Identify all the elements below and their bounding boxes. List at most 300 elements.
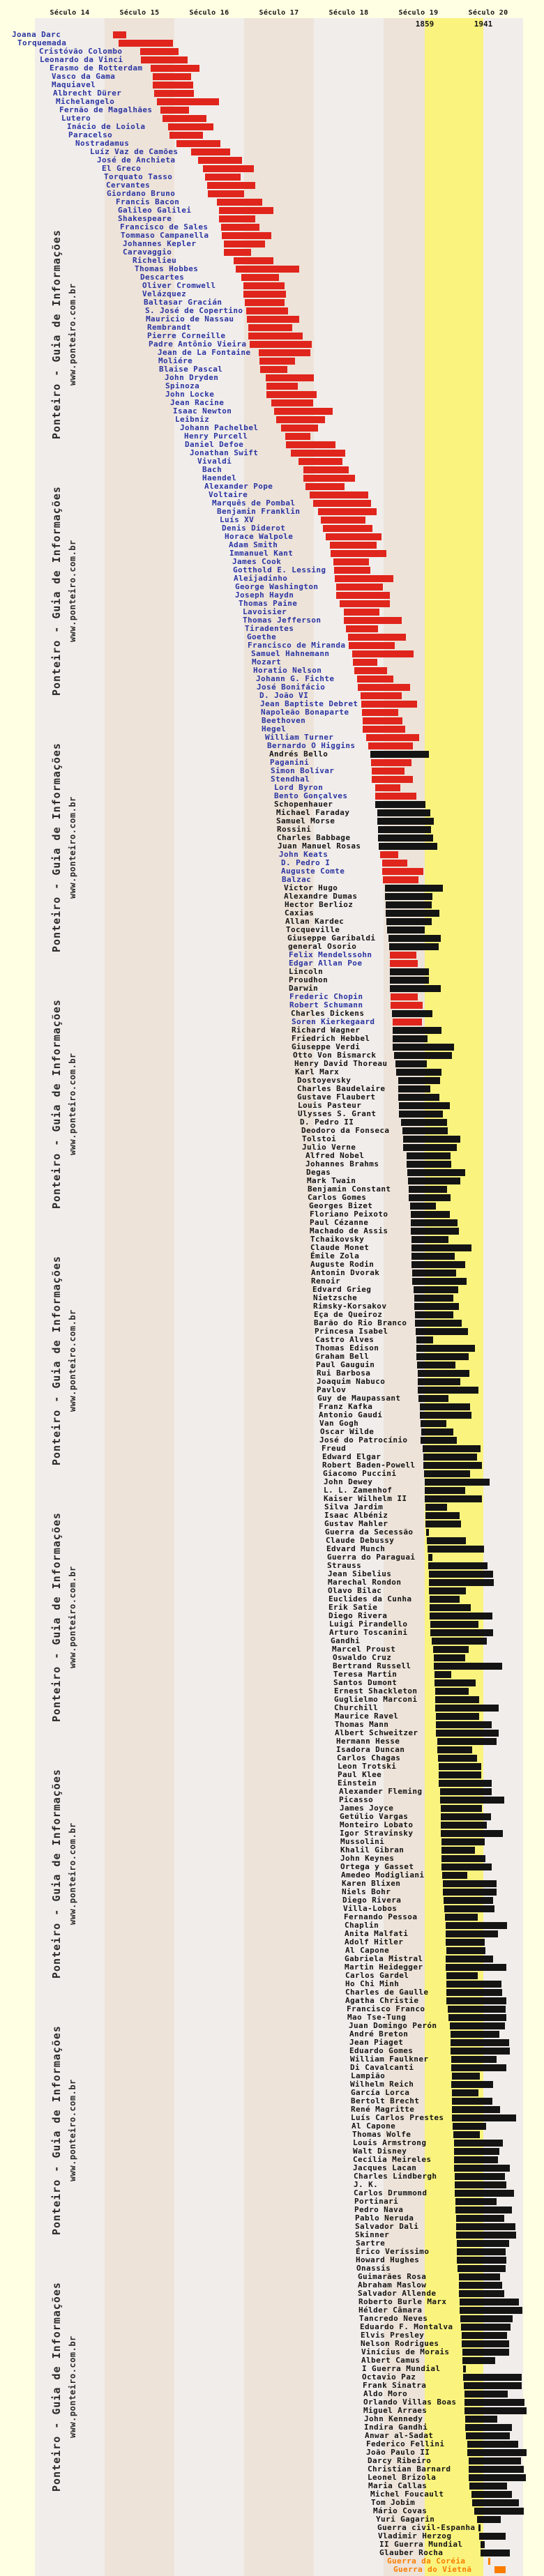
person-name: Paracelso	[68, 130, 113, 139]
lifespan-bar	[454, 2156, 498, 2163]
person-name: Khalil Gibran	[340, 1845, 405, 1854]
lifespan-bar	[441, 1830, 503, 1837]
lifespan-bar	[439, 1780, 492, 1787]
lifespan-bar	[259, 349, 310, 356]
person-name: Erik Satie	[328, 1603, 378, 1612]
person-name: Luíz Vaz de Camões	[90, 147, 179, 156]
person-name: Andrés Bello	[269, 749, 328, 759]
lifespan-bar	[390, 952, 416, 959]
person-name: Santos Dumont	[333, 1678, 398, 1687]
person-name: Louis Armstrong	[353, 2138, 427, 2147]
person-name: Descartes	[140, 273, 185, 282]
person-name: Leon Trotski	[338, 1762, 397, 1771]
lifespan-bar	[469, 2483, 507, 2490]
lifespan-bar	[446, 1981, 501, 1988]
person-name: Guerra civil-Espanha	[377, 2523, 476, 2532]
person-name: Émile Zola	[310, 1251, 360, 1260]
lifespan-bar	[208, 190, 244, 197]
person-name: Nietzsche	[313, 1293, 358, 1302]
person-name: Giacomo Puccini	[323, 1469, 397, 1478]
person-name: Baltasar Gracián	[144, 298, 222, 307]
lifespan-bar	[451, 2039, 509, 2046]
person-name: Rossini	[277, 825, 312, 834]
person-name: Al Capone	[352, 2121, 396, 2131]
person-name: Darcy Ribeiro	[368, 2456, 432, 2465]
person-name: Henry David Thoreau	[294, 1059, 388, 1068]
lifespan-bar	[266, 391, 317, 398]
lifespan-bar	[423, 1445, 481, 1452]
lifespan-bar	[305, 483, 345, 490]
lifespan-bar	[456, 2232, 516, 2239]
lifespan-bar	[456, 2223, 515, 2230]
person-name: Hector Berlioz	[285, 900, 354, 909]
lifespan-bar	[386, 901, 432, 908]
person-name: Silva Jardim	[324, 1502, 384, 1511]
person-name: Isaac Albéniz	[324, 1511, 388, 1520]
watermark-url: www.ponteiro.com.br	[68, 1053, 77, 1156]
person-name: Mauricio de Nassau	[146, 314, 234, 323]
person-name: Paganini	[270, 758, 310, 767]
person-name: Maquiavel	[52, 80, 96, 89]
person-name: S. José de Copertino	[145, 306, 243, 315]
lifespan-bar	[398, 1094, 439, 1101]
person-name: Michel Foucault	[370, 2490, 444, 2499]
person-name: Julio Verne	[302, 1143, 356, 1152]
lifespan-bar	[412, 1278, 467, 1285]
lifespan-bar	[428, 1562, 488, 1569]
person-name: Ulysses S. Grant	[298, 1109, 377, 1118]
person-name: Anwar al-Sadat	[365, 2431, 434, 2440]
lifespan-bar	[481, 2541, 485, 2548]
lifespan-bar	[414, 1295, 453, 1302]
lifespan-bar	[313, 500, 371, 507]
person-name: Machado de Assis	[310, 1226, 388, 1235]
lifespan-bar	[168, 123, 213, 130]
watermark-title: Ponteiro - Guia de Informações	[50, 2282, 63, 2492]
lifespan-bar	[357, 676, 393, 683]
lifespan-bar	[436, 1730, 499, 1737]
lifespan-bar	[425, 1495, 482, 1502]
lifespan-bar	[418, 1378, 460, 1385]
lifespan-bar	[321, 517, 365, 524]
person-name: Guerra do Paraguai	[327, 1553, 416, 1562]
person-name: Portinari	[354, 2197, 399, 2206]
person-name: Frederic Chopin	[289, 992, 363, 1001]
person-name: William Faulkner	[350, 2055, 429, 2064]
lifespan-bar	[435, 1671, 451, 1678]
lifespan-bar	[222, 232, 271, 239]
person-name: James Cook	[232, 557, 282, 566]
lifespan-bar	[464, 2399, 524, 2406]
person-name: Walt Disney	[353, 2147, 407, 2156]
lifespan-bar	[248, 333, 303, 340]
person-name: Hegel	[262, 724, 287, 733]
lifespan-bar	[113, 31, 126, 38]
person-name: Guglielmo Marconi	[334, 1695, 418, 1704]
person-name: Guerra da Secessão	[325, 1527, 414, 1537]
lifespan-bar	[455, 2173, 505, 2180]
person-name: Maurice Ravel	[335, 1712, 399, 1721]
person-name: Joaquim Nabuco	[317, 1377, 386, 1386]
person-name: Edvard Grieg	[312, 1285, 372, 1294]
lifespan-bar	[430, 1604, 471, 1611]
lifespan-bar	[421, 1437, 457, 1444]
lifespan-bar	[390, 960, 418, 967]
lifespan-bar	[153, 82, 193, 89]
person-name: Torquemada	[17, 38, 67, 47]
person-name: Mário Covas	[373, 2506, 428, 2515]
lifespan-bar	[435, 1705, 499, 1712]
person-name: Yuri Gagarin	[376, 2515, 435, 2524]
person-name: Einstein	[338, 1778, 377, 1788]
lifespan-bar	[425, 1521, 461, 1527]
lifespan-bar	[453, 2131, 480, 2138]
lifespan-bar	[425, 1479, 490, 1486]
lifespan-bar	[260, 366, 287, 373]
lifespan-bar	[370, 751, 429, 758]
lifespan-bar	[224, 241, 265, 247]
person-name: Pierre Corneille	[147, 331, 226, 340]
lifespan-bar	[243, 282, 285, 289]
lifespan-bar	[441, 1847, 475, 1854]
person-name: Tommaso Campanella	[121, 231, 209, 240]
person-name: Niels Bohr	[342, 1887, 391, 1896]
lifespan-bar	[460, 2315, 513, 2322]
lifespan-bar	[377, 809, 430, 816]
lifespan-bar	[463, 2365, 466, 2372]
lifespan-bar	[446, 1956, 493, 1963]
person-name: Erasmo de Rotterdam	[50, 63, 143, 73]
person-name: Jacques Lacan	[353, 2163, 417, 2172]
lifespan-bar	[402, 1127, 448, 1134]
person-name: Mussolini	[340, 1837, 385, 1846]
lifespan-bar	[441, 1822, 487, 1829]
lifespan-bar	[408, 1178, 460, 1184]
person-name: Leibniz	[175, 415, 210, 424]
lifespan-bar	[411, 1211, 450, 1218]
lifespan-bar	[441, 1855, 485, 1862]
lifespan-bar	[245, 299, 285, 306]
person-name: Robert Baden-Powell	[322, 1461, 416, 1470]
person-name: Daniel Defoe	[185, 440, 244, 449]
person-name: Bertolt Brecht	[351, 2096, 420, 2105]
century-label: Século 19	[398, 9, 439, 17]
lifespan-bar	[414, 1286, 458, 1293]
person-name: José Bonifácio	[257, 683, 326, 692]
person-name: Immanuel Kant	[229, 549, 294, 558]
person-name: Charles Babbage	[277, 833, 351, 842]
lifespan-bar	[454, 2140, 503, 2147]
person-name: Samuel Hahnemann	[251, 649, 330, 658]
person-name: Soren Kierkegaard	[292, 1017, 375, 1026]
lifespan-bar	[441, 1838, 485, 1845]
person-name: Chaplin	[345, 1921, 379, 1930]
lifespan-bar	[456, 2215, 504, 2222]
person-name: Joana Darc	[12, 30, 61, 39]
lifespan-bar	[452, 2073, 480, 2080]
person-name: Jean Baptiste Debret	[260, 699, 358, 708]
lifespan-bar	[236, 266, 299, 273]
person-name: Spinoza	[165, 381, 200, 390]
lifespan-bar	[299, 458, 342, 465]
person-name: Degas	[306, 1168, 331, 1177]
lifespan-bar	[416, 1336, 433, 1343]
lifespan-bar	[344, 609, 379, 616]
person-name: Guerra do Vietnã	[393, 2565, 472, 2574]
person-name: Graham Bell	[315, 1352, 370, 1361]
lifespan-bar	[378, 834, 433, 841]
lifespan-bar	[141, 56, 188, 63]
watermark-title: Ponteiro - Guia de Informações	[50, 1256, 63, 1465]
person-name: Jean de La Fontaine	[158, 348, 251, 357]
lifespan-bar	[459, 2290, 504, 2297]
lifespan-bar	[250, 341, 312, 348]
person-name: Alfred Nobel	[305, 1151, 365, 1160]
lifespan-bar	[453, 2123, 486, 2130]
lifespan-bar	[426, 1529, 429, 1536]
person-name: Caxias	[285, 908, 315, 917]
lifespan-bar	[379, 843, 437, 850]
lifespan-bar	[472, 2499, 519, 2506]
person-name: Jonathan Swift	[190, 448, 259, 457]
lifespan-bar	[326, 533, 381, 540]
lifespan-bar	[416, 1328, 468, 1335]
lifespan-bar	[363, 717, 402, 724]
person-name: Beethoven	[262, 716, 306, 725]
lifespan-bar	[221, 224, 259, 231]
lifespan-bar	[318, 508, 377, 515]
person-name: Leonardo da Vinci	[40, 55, 123, 64]
lifespan-bar	[435, 1688, 469, 1695]
person-name: Cristóvão Colombo	[39, 47, 123, 56]
watermark-title: Ponteiro - Guia de Informações	[50, 999, 63, 1209]
lifespan-bar	[434, 1663, 502, 1670]
lifespan-bar	[416, 1353, 469, 1360]
person-name: José de Anchieta	[97, 155, 176, 165]
person-name: Bach	[202, 465, 222, 474]
lifespan-bar	[388, 935, 441, 942]
person-name: Nelson Rodrigues	[361, 2339, 439, 2348]
person-name: Joseph Haydn	[235, 590, 294, 600]
watermark-url: www.ponteiro.com.br	[68, 796, 77, 899]
person-name: Diego Rivera	[342, 1896, 402, 1905]
person-name: Dostoyevsky	[297, 1076, 352, 1085]
lifespan-bar	[441, 1805, 482, 1812]
lifespan-bar	[401, 1119, 447, 1126]
lifespan-bar	[418, 1387, 478, 1394]
person-name: Bertrand Russell	[333, 1661, 411, 1670]
lifespan-bar	[386, 910, 439, 917]
lifespan-bar	[427, 1537, 466, 1544]
lifespan-bar	[443, 1880, 497, 1887]
person-name: Padre Antônio Vieira	[149, 340, 247, 349]
person-name: Deodoro da Fonseca	[301, 1126, 390, 1135]
lifespan-bar	[344, 617, 402, 624]
person-name: Rui Barbosa	[317, 1369, 371, 1378]
person-name: Cecília Meireles	[353, 2155, 432, 2164]
person-name: Rembrandt	[147, 323, 192, 332]
lifespan-bar	[418, 1370, 469, 1377]
lifespan-bar	[395, 1060, 427, 1067]
lifespan-bar	[446, 1930, 498, 1937]
lifespan-bar	[378, 826, 431, 833]
watermark-title: Ponteiro - Guia de Informações	[50, 742, 63, 952]
person-name: Paul Cézanne	[310, 1218, 369, 1227]
lifespan-bar	[436, 1713, 479, 1720]
lifespan-bar	[440, 1797, 504, 1804]
lifespan-bar	[394, 1052, 452, 1059]
person-name: Thomas Paine	[239, 599, 298, 608]
person-name: Auguste Rodin	[310, 1260, 375, 1269]
person-name: Schopenhauer	[274, 800, 333, 809]
lifespan-bar	[207, 182, 255, 189]
person-name: Isadora Duncan	[336, 1745, 405, 1754]
lifespan-bar	[455, 2198, 497, 2205]
lifespan-bar	[457, 2257, 506, 2264]
lifespan-bar	[446, 1922, 507, 1929]
person-name: Charles de Gaulle	[345, 1988, 429, 1997]
person-name: Picasso	[339, 1795, 374, 1804]
lifespan-bar	[451, 2081, 493, 2088]
lifespan-bar	[393, 1027, 441, 1034]
lifespan-bar	[403, 1136, 460, 1143]
person-name: Arturo Toscanini	[329, 1628, 408, 1637]
lifespan-bar	[386, 918, 432, 925]
person-name: Leonel Brizola	[368, 2473, 437, 2482]
person-name: Richelieu	[133, 256, 177, 265]
lifespan-bar	[399, 1102, 450, 1109]
lifespan-bar	[243, 291, 286, 298]
lifespan-bar	[205, 174, 241, 181]
lifespan-bar	[340, 600, 390, 607]
lifespan-bar	[429, 1587, 466, 1594]
century-label: Século 15	[119, 9, 160, 17]
person-name: Anita Malfati	[345, 1929, 409, 1938]
person-name: Alexander Fleming	[339, 1787, 423, 1796]
watermark-url: www.ponteiro.com.br	[68, 540, 77, 643]
person-name: Edgar Allan Poe	[289, 959, 363, 968]
person-name: Tocqueville	[286, 925, 340, 934]
person-name: Paul Klee	[338, 1770, 382, 1779]
person-name: Alexander Pope	[204, 482, 273, 491]
person-name: Victor Hugo	[284, 883, 338, 892]
person-name: Al Capone	[345, 1946, 390, 1955]
lifespan-bar	[437, 1738, 497, 1745]
lifespan-bar	[382, 868, 423, 875]
person-name: Adam Smith	[229, 540, 278, 549]
lifespan-bar	[448, 2006, 506, 2013]
person-name: John Locke	[165, 390, 215, 399]
person-name: John Dryden	[165, 373, 219, 382]
person-name: Eduardo F. Montalva	[360, 2322, 453, 2331]
lifespan-bar	[334, 567, 370, 574]
lifespan-bar	[465, 2424, 512, 2431]
person-name: Oliver Cromwell	[142, 281, 216, 290]
person-name: Pavlov	[317, 1385, 347, 1394]
person-name: Karen Blixen	[342, 1879, 401, 1888]
lifespan-bar	[281, 425, 318, 432]
person-name: Howard Hughes	[356, 2255, 420, 2264]
lifespan-bar	[310, 491, 368, 498]
person-name: Haendel	[202, 473, 237, 482]
lifespan-bar	[452, 2089, 478, 2096]
person-name: Pablo Neruda	[355, 2213, 414, 2223]
person-name: Torquato Tasso	[104, 172, 173, 181]
lifespan-bar	[425, 1487, 465, 1494]
lifespan-bar	[119, 40, 173, 47]
lifespan-bar	[266, 383, 298, 390]
lifespan-bar	[429, 1571, 493, 1578]
person-name: Adolf Hitler	[345, 1937, 404, 1946]
lifespan-bar	[410, 1203, 436, 1210]
lifespan-bar	[425, 1512, 460, 1519]
person-name: Oscar Wilde	[320, 1427, 375, 1436]
lifespan-bar	[380, 851, 398, 858]
person-name: Francisco de Sales	[120, 222, 209, 231]
person-name: José do Patrocínio	[319, 1435, 408, 1445]
person-name: Giuseppe Verdi	[292, 1042, 361, 1051]
watermark-title: Ponteiro - Guia de Informações	[50, 486, 63, 696]
lifespan-bar	[276, 416, 325, 423]
person-name: Antonin Dvorak	[311, 1268, 380, 1277]
person-name: Euclides da Cunha	[328, 1594, 412, 1603]
lifespan-bar	[452, 2114, 516, 2121]
lifespan-bar	[441, 1813, 491, 1820]
person-name: Gustave Flaubert	[297, 1092, 376, 1102]
lifespan-bar	[440, 1788, 492, 1795]
person-name: Juan Manuel Rosas	[278, 841, 361, 851]
person-name: general Osorio	[288, 942, 357, 951]
lifespan-bar	[393, 1035, 428, 1042]
person-name: Lutero	[61, 114, 91, 123]
lifespan-bar	[385, 893, 432, 900]
lifespan-bar	[435, 1679, 476, 1686]
person-name: Albert Schweitzer	[335, 1728, 418, 1737]
lifespan-bar	[203, 165, 254, 172]
lifespan-bar	[442, 1872, 467, 1879]
person-name: Aleijadinho	[234, 574, 288, 583]
lifespan-bar	[488, 2558, 490, 2565]
person-name: Roberto Burle Marx	[358, 2297, 447, 2306]
person-name: Lincoln	[289, 967, 324, 976]
lifespan-bar	[372, 768, 405, 775]
lifespan-bar	[452, 2098, 492, 2105]
person-name: Martin Heidegger	[345, 1963, 423, 1972]
person-name: Friedrich Hebbel	[292, 1034, 370, 1043]
person-name: Thomas Hobbes	[135, 264, 199, 273]
person-name: Elvis Presley	[361, 2331, 425, 2340]
person-name: Johannes Kepler	[123, 239, 197, 248]
person-name: Ortega y Gasset	[340, 1862, 414, 1871]
person-name: Fernão de Magalhães	[59, 105, 153, 114]
lifespan-bar	[417, 1362, 455, 1369]
lifespan-bar	[248, 324, 292, 331]
person-name: Gandhi	[331, 1636, 361, 1645]
lifespan-bar	[259, 358, 295, 365]
person-name: Darwin	[289, 984, 319, 993]
person-name: Caravaggio	[123, 247, 172, 257]
lifespan-bar	[375, 801, 425, 808]
lifespan-bar	[436, 1721, 492, 1728]
person-name: Giuseppe Garibaldi	[287, 933, 376, 943]
lifespan-bar	[375, 784, 400, 791]
person-name: Edvard Munch	[326, 1544, 386, 1553]
lifespan-bar	[403, 1144, 457, 1151]
person-name: Bento Gonçalves	[274, 791, 348, 800]
lifespan-bar	[303, 475, 355, 482]
person-name: Carlos Gomes	[308, 1193, 367, 1202]
person-name: Onassis	[356, 2264, 391, 2273]
